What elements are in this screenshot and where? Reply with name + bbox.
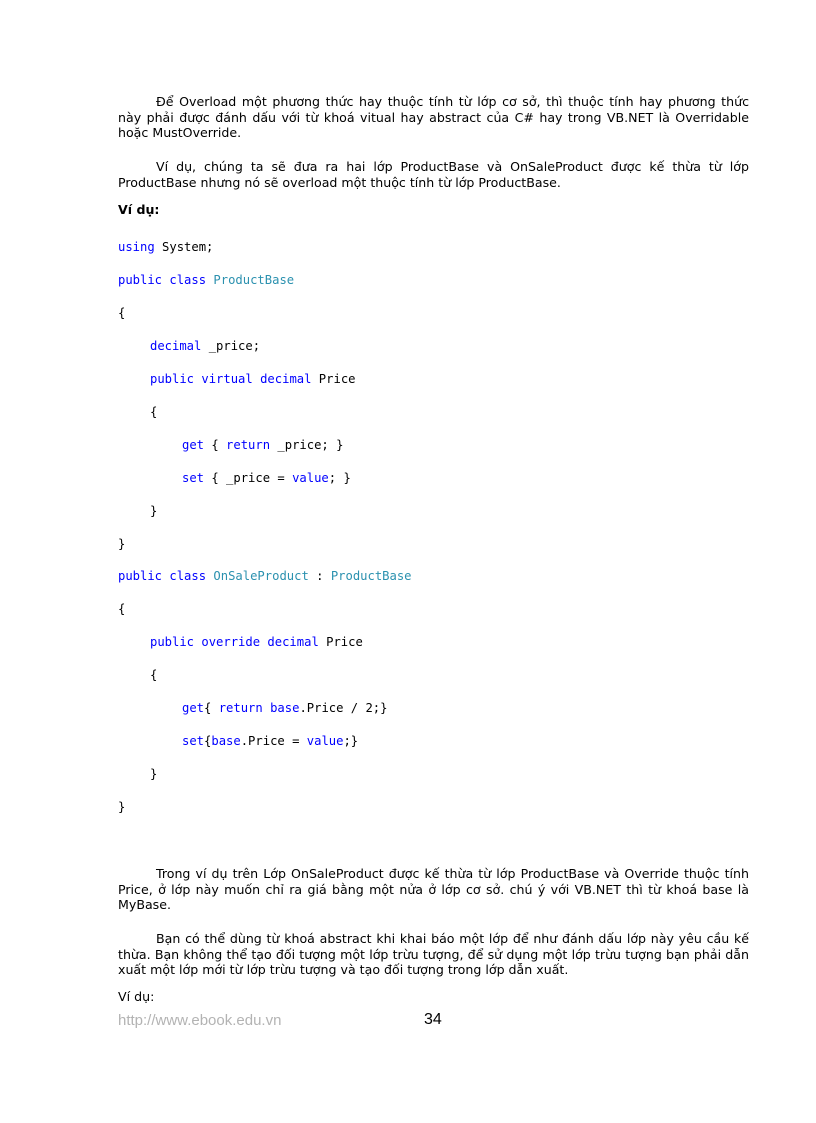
code-text: ;} <box>343 734 359 748</box>
code-keyword: override <box>201 635 261 649</box>
code-line <box>182 734 358 749</box>
code-text: : <box>308 569 331 583</box>
example-label-bold: Ví dụ: <box>118 202 160 217</box>
code-line <box>118 306 125 321</box>
code-text: } <box>118 800 126 814</box>
code-line <box>150 339 260 354</box>
code-text: { <box>150 668 158 682</box>
code-text: { <box>118 306 126 320</box>
code-text: System; <box>154 240 214 254</box>
code-line <box>150 372 356 387</box>
code-text: .Price = <box>240 734 307 748</box>
code-text: { _price = <box>204 471 293 485</box>
paragraph-abstract-class: Bạn có thể dùng từ khoá abstract khi khai báo một lớp để như đánh dấu lớp này yêu cầu kế thừa. Bạn không thể tạo đối tượng một lớp trừu tượng, để sử dụng một lớp trừu tượng bạn phải dẫn xuất một lớp mới từ lớp trừu tượng và tạo đối tượng trong lớp dẫn xuất. <box>118 931 749 977</box>
code-line <box>118 240 213 255</box>
example-label: Ví dụ: <box>118 989 155 1004</box>
code-keyword: class <box>169 569 207 583</box>
code-text: } <box>150 504 158 518</box>
code-keyword: set <box>182 734 205 748</box>
code-type: ProductBase <box>330 569 412 583</box>
code-line <box>182 701 388 716</box>
code-text: Price <box>318 635 363 649</box>
code-keyword: return <box>218 701 263 715</box>
code-line <box>118 273 294 288</box>
code-type: OnSaleProduct <box>213 569 309 583</box>
code-keyword: virtual <box>201 372 253 386</box>
code-text: { <box>204 734 212 748</box>
code-text <box>263 701 270 715</box>
code-keyword: public <box>118 569 163 583</box>
code-keyword: get <box>182 701 205 715</box>
code-line <box>150 405 157 420</box>
page-number: 34 <box>424 1011 442 1028</box>
code-line <box>118 569 412 584</box>
code-keyword: get <box>182 438 205 452</box>
code-line <box>182 471 351 486</box>
code-keyword: base <box>211 734 241 748</box>
code-type: ProductBase <box>213 273 295 287</box>
code-line <box>118 602 125 617</box>
code-keyword: public <box>118 273 163 287</box>
code-text: { <box>150 405 158 419</box>
code-text: Price <box>311 372 356 386</box>
code-keyword: return <box>226 438 271 452</box>
code-line <box>150 767 157 782</box>
code-keyword: base <box>270 701 300 715</box>
code-line <box>118 537 125 552</box>
paragraph-example-explanation: Trong ví dụ trên Lớp OnSaleProduct được kế thừa từ lớp ProductBase và Override thuộc tính Price, ở lớp này muốn chỉ ra giá bằng một nửa ở lớp cơ sở. chú ý với VB.NET thì từ khoá base là MyBase. <box>118 866 749 912</box>
code-keyword: public <box>150 635 195 649</box>
code-text: ; } <box>328 471 351 485</box>
code-keyword: decimal <box>150 339 202 353</box>
code-keyword: decimal <box>260 372 312 386</box>
paragraph-example-intro: Ví dụ, chúng ta sẽ đưa ra hai lớp ProductBase và OnSaleProduct được kế thừa từ lớp ProductBase nhưng nó sẽ overload một thuộc tính từ lớp ProductBase. <box>118 159 749 190</box>
code-keyword: set <box>182 471 205 485</box>
code-text: { <box>204 438 227 452</box>
code-line <box>150 668 157 683</box>
code-keyword: value <box>292 471 329 485</box>
code-text: _price; <box>201 339 261 353</box>
code-keyword: class <box>169 273 207 287</box>
code-keyword: decimal <box>267 635 319 649</box>
code-line <box>182 438 343 453</box>
code-text: .Price / 2;} <box>299 701 388 715</box>
code-text: } <box>150 767 158 781</box>
code-line <box>118 800 125 815</box>
code-keyword: using <box>118 240 155 254</box>
paragraph-overload-intro: Để Overload một phương thức hay thuộc tính từ lớp cơ sở, thì thuộc tính hay phương thức này phải được đánh dấu với từ khoá vitual hay abstract của C# hay trong VB.NET là Overridable hoặc MustOverride. <box>118 94 749 140</box>
code-text: { <box>118 602 126 616</box>
code-text: _price; } <box>270 438 344 452</box>
code-line <box>150 635 363 650</box>
code-text: } <box>118 537 126 551</box>
code-keyword: value <box>306 734 344 748</box>
code-text: { <box>204 701 219 715</box>
code-line <box>150 504 157 519</box>
footer-url: http://www.ebook.edu.vn <box>118 1012 282 1029</box>
code-keyword: public <box>150 372 195 386</box>
